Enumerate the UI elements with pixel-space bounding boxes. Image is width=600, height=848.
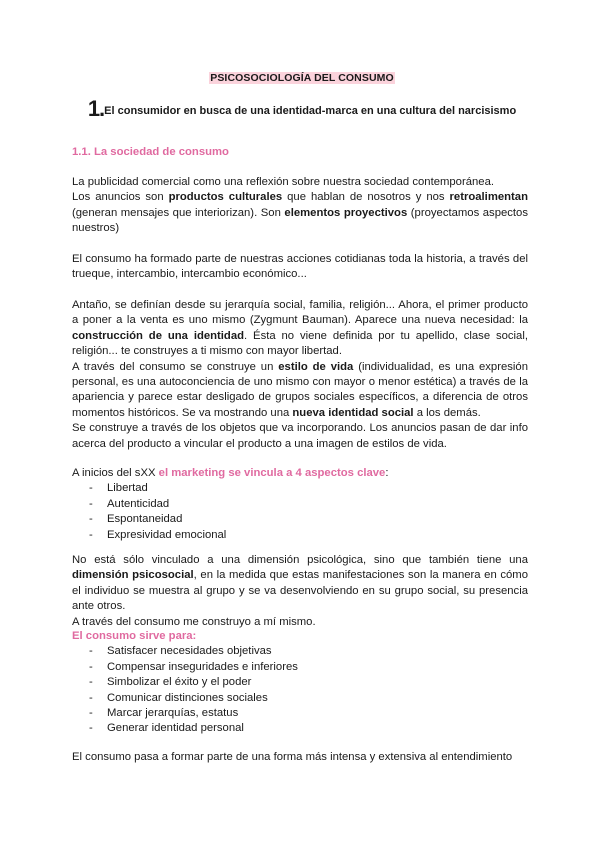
text-span: Antaño, se definían desde su jerarquía social, familia, religión... Ahora, el primer producto a poner a la venta es uno mismo (Zygmunt Bauman). Aparece una nueva necesidad: la: [72, 299, 528, 327]
list-item: - Compensar inseguridades e inferiores: [72, 660, 528, 675]
list-item: - Libertad: [72, 481, 528, 496]
paragraph-estilo-vida: [72, 360, 528, 422]
list-item: - Comunicar distinciones sociales: [72, 691, 528, 706]
paragraph-consumo-sirve: [72, 629, 528, 737]
text-span: (individualidad, es una expresión personal, es una autoconciencia de uno mismo con mayor o menor estética) a través de la apariencia y parece estar desligado de grupos sociales específicos, a diferencia de otros momentos históricos. Se va mostrando una: [72, 360, 528, 419]
list-item: - Generar identidad personal: [72, 721, 528, 736]
bold-construccion-identidad: construcción de una identidad: [72, 329, 245, 342]
text-span: que hablan de nosotros y nos: [282, 191, 450, 204]
list-item: - Autenticidad: [72, 497, 528, 512]
chapter-number: 1.: [87, 96, 105, 121]
text-span: Los anuncios son: [72, 191, 169, 204]
bold-dimension-psicosocial: dimensión psicosocial: [72, 569, 194, 582]
paragraph-consumo-entendimiento: El consumo pasa a formar parte de una forma más intensa y extensiva al entendimiento: [72, 751, 513, 763]
bold-estilo-de-vida: estilo de vida: [278, 360, 354, 373]
consumo-sirve-heading: El consumo sirve para:: [72, 630, 197, 642]
list-item: - Simbolizar el éxito y el poder: [72, 675, 528, 690]
chapter-title: El consumidor en busca de una identidad-marca en una cultura del narcisismo: [104, 105, 517, 117]
marketing-intro: [72, 466, 528, 481]
text-span: A través del consumo se construye un: [72, 360, 279, 373]
paragraph-psicosocial: [72, 553, 528, 615]
bold-nueva-identidad-social: nueva identidad social: [292, 406, 414, 419]
chapter-heading: [72, 96, 532, 121]
list-item: - Satisfacer necesidades objetivas: [72, 644, 528, 659]
bold-retroalimentan: retroalimentan: [449, 191, 528, 204]
paragraph-line: La publicidad comercial como una reflexión sobre nuestra sociedad contemporánea.: [72, 176, 495, 188]
bold-productos-culturales: productos culturales: [168, 191, 283, 204]
list-item: - Marcar jerarquías, estatus: [72, 706, 528, 721]
marketing-aspects-list: [72, 481, 528, 543]
highlight-marketing: el marketing se vincula a 4 aspectos clave: [158, 467, 386, 479]
paragraph-identidad: [72, 298, 528, 360]
list-item: - Expresividad emocional: [72, 528, 528, 543]
paragraph-marketing: [72, 466, 528, 543]
paragraph-dimension-psicosocial: [72, 553, 528, 630]
paragraph-anuncios: [72, 190, 528, 236]
text-span: A inicios del sXX: [72, 467, 159, 479]
text-span: :: [385, 467, 389, 479]
consumo-uses-list: [72, 644, 528, 736]
paragraph-objetos: Se construye a través de los objetos que va incorporando. Los anuncios pasan de dar info acerca del producto a vincular el producto a una imagen de estilos de vida.: [72, 422, 528, 450]
list-item: - Espontaneidad: [72, 512, 528, 527]
text-span: a los demás.: [413, 406, 481, 419]
paragraph-publicidad: [72, 175, 528, 237]
text-span: . Ésta no viene definida por tu apellido, clase social, religión... te construyes a ti mismo con mayor libertad.: [72, 329, 528, 358]
text-span: No está sólo vinculado a una dimensión psicológica, sino que también tiene una: [72, 554, 528, 566]
paragraph-consumo-historia: El consumo ha formado parte de nuestras acciones cotidianas toda la historia, a través del trueque, intercambio, intercambio económico...: [72, 253, 528, 281]
text-span: (generan mensajes que interiorizan). Son: [72, 206, 285, 219]
document-title-text: PSICOSOCIOLOGÍA DEL CONSUMO: [210, 72, 394, 84]
bold-elementos-proyectivos: elementos proyectivos: [284, 206, 408, 219]
document-title: [72, 71, 532, 86]
paragraph-line: A través del consumo me construyo a mí mismo.: [72, 615, 316, 628]
paragraph-antano: [72, 298, 528, 452]
section-heading: 1.1. La sociedad de consumo: [72, 146, 229, 158]
text-span: (proyectamos aspectos nuestros): [72, 206, 528, 235]
text-span: , en la medida que estas manifestaciones son la manera en cómo el individuo se muestra al grupo y se va desenvolviendo en su grupo social, su presencia ante otros.: [72, 569, 528, 613]
